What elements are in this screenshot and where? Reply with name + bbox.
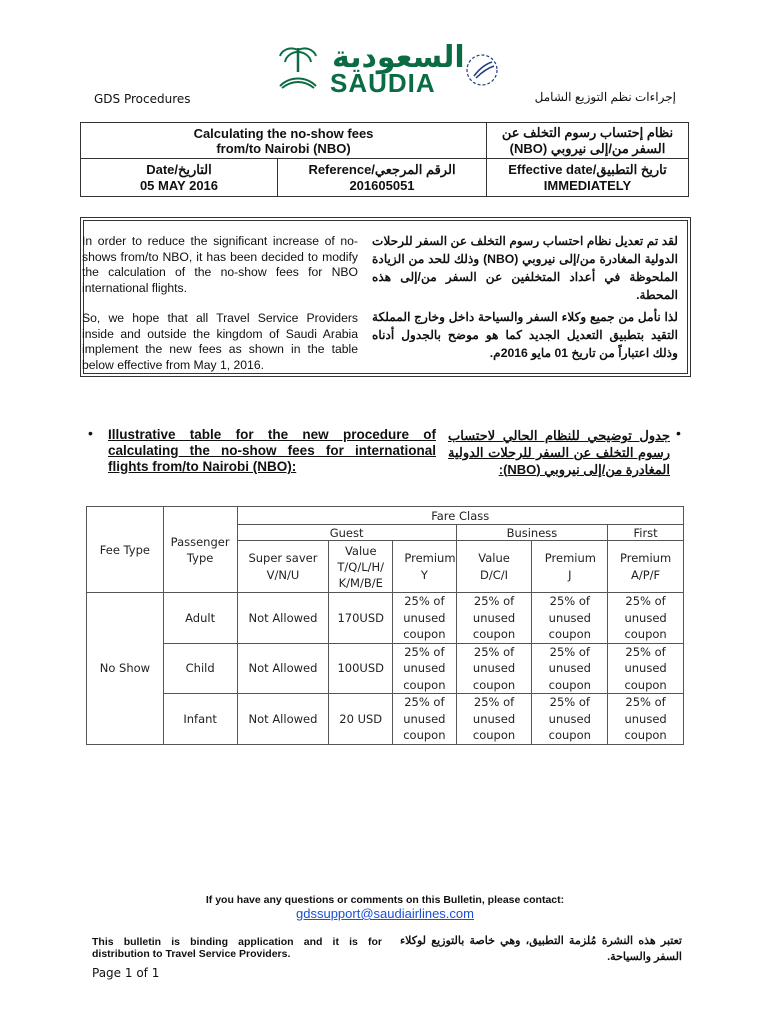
col-super-saver xyxy=(237,541,329,593)
pct-line: coupon xyxy=(472,728,516,742)
title-en-line1: Calculating the no-show fees xyxy=(193,125,374,141)
title-en-cell xyxy=(81,123,487,159)
pct-line: coupon xyxy=(548,627,591,641)
pct-line: unused xyxy=(403,661,446,675)
fare-table xyxy=(86,506,684,745)
adult-business-premium-pct xyxy=(532,593,608,644)
logo-arabic-text: السعودية xyxy=(332,40,465,75)
pct-line: coupon xyxy=(403,677,446,692)
palm-swords-emblem-icon xyxy=(272,42,324,94)
pct-line: unused xyxy=(624,661,667,675)
pct-line: unused xyxy=(472,610,516,625)
business-header: Business xyxy=(456,525,608,541)
guest-header: Guest xyxy=(237,525,456,541)
pct-line: coupon xyxy=(624,728,667,742)
page-number: Page 1 of 1 xyxy=(92,966,160,980)
fee-type-header: Fee Type xyxy=(87,507,164,593)
pct-line: unused xyxy=(548,610,591,625)
col-business-premium-label: Premium J xyxy=(544,550,596,582)
child-guest-premium-pct xyxy=(393,643,457,694)
header-left-title: GDS Procedures xyxy=(94,92,191,106)
illustrative-heading-ar: جدول توضيحي للنظام الحالي لاحتساب رسوم التخلف عن السفر للرحلات الدولية المغادرة من/إلى نيروبي (NBO): xyxy=(448,428,670,477)
pct-line: 25% of xyxy=(473,594,515,608)
reference-value: 201605051 xyxy=(349,178,415,193)
adult-super-saver: Not Allowed xyxy=(237,593,329,644)
table-row xyxy=(87,643,684,694)
intro-en-paragraph-1: In order to reduce the significant increase of no-shows from/to NBO, it has been decided to modify the calculation of the no-show fees for NBO international flights. xyxy=(82,234,358,295)
passenger-infant: Infant xyxy=(163,694,237,745)
bullet-icon: • xyxy=(88,425,93,441)
pct-line: coupon xyxy=(548,677,591,692)
child-first-premium-pct xyxy=(608,643,684,694)
pct-line: unused xyxy=(624,610,667,625)
reference-cell xyxy=(278,159,487,197)
child-business-value-pct xyxy=(456,643,532,694)
effective-date-value: IMMEDIATELY xyxy=(543,178,632,193)
col-first-premium-label: Premium A/P/F xyxy=(619,550,672,582)
infant-business-value-pct xyxy=(456,694,532,745)
infant-guest-premium-pct xyxy=(393,694,457,745)
date-cell xyxy=(81,159,278,197)
pct-line: 25% of xyxy=(625,594,666,608)
title-en-line2: from/to Nairobi (NBO) xyxy=(216,140,351,156)
child-super-saver: Not Allowed xyxy=(237,643,329,694)
passenger-adult: Adult xyxy=(163,593,237,644)
pct-line: unused xyxy=(624,711,667,726)
col-guest-value xyxy=(329,541,393,593)
pct-line: coupon xyxy=(548,728,591,742)
first-header: First xyxy=(608,525,684,541)
adult-value: 170USD xyxy=(329,593,393,644)
contact-text: If you have any questions or comments on this Bulletin, please contact: xyxy=(205,894,565,906)
adult-guest-premium-pct xyxy=(393,593,457,644)
infant-business-premium-pct xyxy=(532,694,608,745)
intro-ar-paragraph-2: لذا نأمل من جميع وكلاء السفر والسياحة داخل وخارج المملكة التقيد بتطبيق التعديل الجديد كما هو موضح بالجدول أدناه وذلك اعتباراً من تاريخ 01 مايو 2016م. xyxy=(372,310,678,360)
pct-line: unused xyxy=(472,711,516,726)
title-ar-cell: نظام إحتساب رسوم التخلف عن السفر من/إلى نيروبي (NBO) xyxy=(487,123,689,159)
header-right-title: إجراءات نظم التوزيع الشامل xyxy=(534,90,676,104)
infant-value: 20 USD xyxy=(329,694,393,745)
col-guest-premium xyxy=(393,541,457,593)
saudia-logo xyxy=(272,38,502,98)
pct-line: 25% of xyxy=(404,594,445,608)
logo-english-text: SAUDIA xyxy=(330,68,436,98)
col-business-premium xyxy=(532,541,608,593)
pct-line: coupon xyxy=(472,677,516,692)
support-email-link[interactable]: gdssupport@saudiairlines.com xyxy=(296,906,474,921)
pct-line: 25% of xyxy=(404,695,445,709)
col-first-premium xyxy=(608,541,684,593)
col-guest-premium-label: Premium Y xyxy=(404,550,456,582)
bulletin-info-table xyxy=(80,122,689,197)
adult-first-premium-pct xyxy=(608,593,684,644)
effective-date-cell xyxy=(487,159,689,197)
binding-note-ar: تعتبر هذه النشرة مُلزمة التطبيق، وهي خاصة بالتوزيع لوكلاء السفر والسياحة. xyxy=(400,935,682,963)
pct-line: unused xyxy=(548,711,591,726)
table-row xyxy=(87,593,684,644)
pct-line: 25% of xyxy=(473,695,515,709)
pct-line: unused xyxy=(403,610,446,625)
pct-line: 25% of xyxy=(549,644,590,659)
date-label: Date/التاريخ xyxy=(146,162,212,177)
pct-line: unused xyxy=(548,661,591,675)
pct-line: 25% of xyxy=(549,594,590,608)
infant-first-premium-pct xyxy=(608,694,684,745)
pct-line: coupon xyxy=(624,677,667,692)
passenger-type-header xyxy=(163,507,237,593)
pct-line: 25% of xyxy=(404,644,445,659)
passenger-child: Child xyxy=(163,643,237,694)
pct-line: 25% of xyxy=(625,644,666,659)
fare-class-header: Fare Class xyxy=(237,507,684,525)
bullet-icon: • xyxy=(676,425,681,441)
infant-super-saver: Not Allowed xyxy=(237,694,329,745)
adult-business-value-pct xyxy=(456,593,532,644)
child-value: 100USD xyxy=(329,643,393,694)
pct-line: 25% of xyxy=(473,644,515,659)
intro-ar-paragraph-1: لقد تم تعديل نظام احتساب رسوم التخلف عن السفر للرحلات الدولية المغادرة من/إلى نيروبي (NBO) وذلك للحد من الزيادة الملحوظة في أعداد المتخلفين عن السفر من/إلى هذه المحطة. xyxy=(372,234,678,302)
pct-line: unused xyxy=(472,661,516,675)
table-row xyxy=(87,694,684,745)
pct-line: 25% of xyxy=(549,695,590,709)
passenger-type-label: Passenger Type xyxy=(170,534,230,565)
pct-line: coupon xyxy=(403,627,446,641)
pct-line: unused xyxy=(403,711,446,726)
illustrative-heading-en: Illustrative table for the new procedure of calculating the no-show fees for international flights from/to Nairobi (NBO): xyxy=(108,427,436,474)
col-super-saver-label: Super saver V/N/U xyxy=(248,550,318,582)
no-show-fee-label: No Show xyxy=(87,593,164,745)
skyteam-icon xyxy=(462,50,502,90)
pct-line: coupon xyxy=(403,728,446,742)
intro-en-paragraph-2: So, we hope that all Travel Service Providers inside and outside the kingdom of Saudi Arabia implement the new fees as shown in the table below effective from May 1, 2016. xyxy=(82,311,358,372)
col-guest-value-label: Value T/Q/L/H/ K/M/B/E xyxy=(337,543,385,590)
pct-line: 25% of xyxy=(625,695,666,709)
pct-line: coupon xyxy=(472,627,516,641)
reference-label: Reference/الرقم المرجعي xyxy=(308,162,456,177)
col-business-value xyxy=(456,541,532,593)
effective-date-label: Effective date/تاريخ التطبيق xyxy=(508,162,667,177)
date-value: 05 MAY 2016 xyxy=(139,178,219,193)
pct-line: coupon xyxy=(624,627,667,641)
binding-note-en: This bulletin is binding application and it is for distribution to Travel Service Providers. xyxy=(92,936,382,960)
col-business-value-label: Value D/C/I xyxy=(478,550,510,582)
child-business-premium-pct xyxy=(532,643,608,694)
